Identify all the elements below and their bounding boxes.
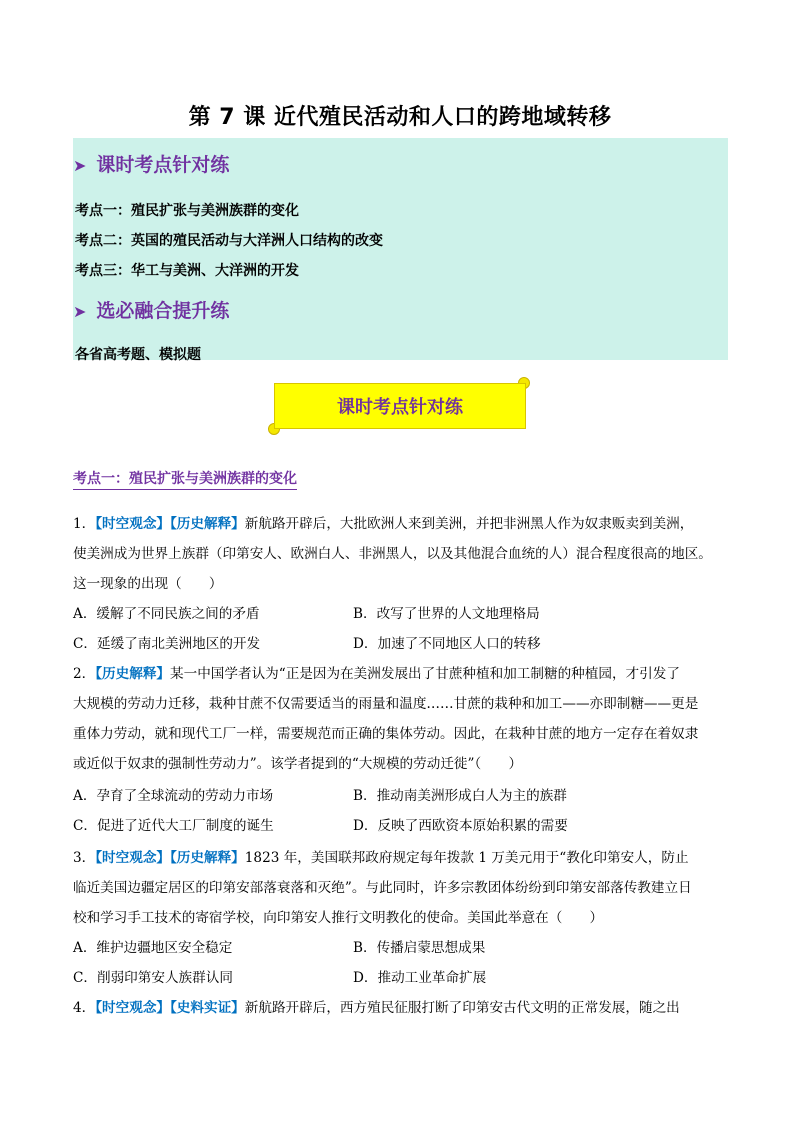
option-c: C．延缓了南北美洲地区的开发 xyxy=(73,636,261,652)
question-2-line: 或近似于奴隶的强制性劳动力”。该学者提到的“大规模的劳动迁徙”（ ） xyxy=(73,756,523,772)
question-1-line: 这一现象的出现（ ） xyxy=(73,576,223,592)
scroll-banner xyxy=(268,377,530,435)
key-point-2: 考点二：英国的殖民活动与大洋洲人口结构的改变 xyxy=(75,233,383,249)
question-2-line: 重体力劳动，就和现代工厂一样，需要规范而正确的集体劳动。因此，在栽种甘蔗的地方一定存在着奴隶 xyxy=(73,726,699,742)
summary-section1-heading: ➤ 课时考点针对练 xyxy=(73,154,230,176)
option-d: D．反映了西欧资本原始积累的需要 xyxy=(353,818,568,834)
option-c: C．促进了近代大工厂制度的诞生 xyxy=(73,818,274,834)
option-a: A．缓解了不同民族之间的矛盾 xyxy=(73,606,260,622)
question-1: 1．【时空观念】【历史解释】新航路开辟后，大批欧洲人来到美洲，并把非洲黑人作为奴隶贩卖到美洲， xyxy=(73,516,694,532)
question-3-line: 校和学习手工技术的寄宿学校，向印第安人推行文明教化的使命。美国此举意在（ ） xyxy=(73,910,604,926)
question-2-line: 大规模的劳动力迁移，栽种甘蔗不仅需要适当的雨量和温度……甘蔗的栽种和加工——亦即制糖——更是 xyxy=(73,696,699,712)
section-title: 考点一：殖民扩张与美洲族群的变化 xyxy=(73,468,297,490)
arrow-right-icon: ➤ xyxy=(73,302,87,321)
section2-item: 各省高考题、模拟题 xyxy=(75,347,201,363)
question-1-line: 使美洲成为世界上族群（印第安人、欧洲白人、非洲黑人，以及其他混合血统的人）混合程度很高的地区。 xyxy=(73,546,712,562)
question-3-line: 临近美国边疆定居区的印第安部落衰落和灭绝”。与此同时，许多宗教团体纷纷到印第安部落传教建立日 xyxy=(73,880,692,896)
option-b: B．传播启蒙思想成果 xyxy=(353,940,486,956)
key-point-3: 考点三：华工与美洲、大洋洲的开发 xyxy=(75,263,299,279)
question-3: 3．【时空观念】【历史解释】1823 年，美国联邦政府规定每年拨款 1 万美元用于“教化印第安人，防止 xyxy=(73,850,689,866)
key-point-1: 考点一：殖民扩张与美洲族群的变化 xyxy=(75,203,299,219)
option-b: B．推动南美洲形成白人为主的族群 xyxy=(353,788,567,804)
summary-box xyxy=(73,138,728,363)
option-d: D．加速了不同地区人口的转移 xyxy=(353,636,541,652)
arrow-right-icon: ➤ xyxy=(73,156,87,175)
option-d: D．推动工业革命扩展 xyxy=(353,970,487,986)
summary-section2-heading: ➤ 选必融合提升练 xyxy=(73,300,230,322)
lesson-title: 第 7 课 近代殖民活动和人口的跨地域转移 xyxy=(188,105,612,130)
option-c: C．削弱印第安人族群认同 xyxy=(73,970,233,986)
option-a: A．孕育了全球流动的劳动力市场 xyxy=(73,788,274,804)
banner-label: 课时考点针对练 xyxy=(274,383,526,429)
option-a: A．维护边疆地区安全稳定 xyxy=(73,940,233,956)
question-2: 2．【历史解释】某一中国学者认为“正是因为在美洲发展出了甘蔗种植和加工制糖的种植园，才引发了 xyxy=(73,666,680,682)
option-b: B．改写了世界的人文地理格局 xyxy=(353,606,540,622)
question-4: 4．【时空观念】【史料实证】新航路开辟后，西方殖民征服打断了印第安古代文明的正常发展，随之出 xyxy=(73,1000,680,1016)
